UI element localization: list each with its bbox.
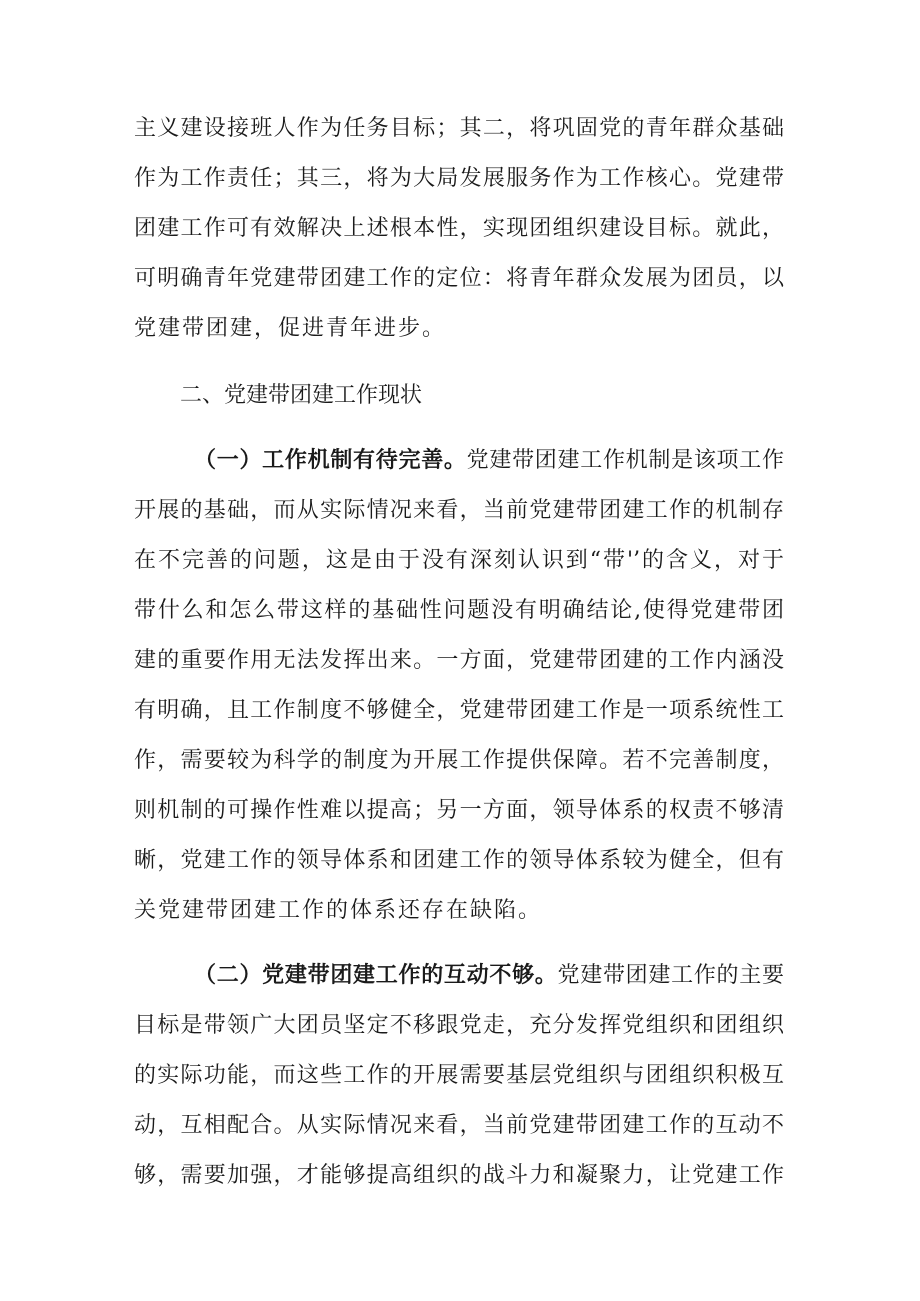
paragraph-line: 晰，党建工作的领导体系和团建工作的领导体系较为健全，但有 xyxy=(134,848,784,873)
paragraph-line: 作，需要较为科学的制度为开展工作提供保障。若不完善制度， xyxy=(134,748,784,773)
paragraph-line: 主义建设接班人作为任务目标；其二，将巩固党的青年群众基础 xyxy=(134,116,784,141)
paragraph-line: 可明确青年党建带团建工作的定位：将青年群众发展为团员，以 xyxy=(134,266,784,291)
paragraph-line: 有明确，且工作制度不够健全，党建带团建工作是一项系统性工 xyxy=(134,698,784,723)
subsection-title: （一）工作机制有待完善。 xyxy=(194,448,467,473)
paragraph-line: 的实际功能，而这些工作的开展需要基层党组织与团组织积极互 xyxy=(134,1063,784,1088)
subsection-first-line xyxy=(0,956,920,996)
section-heading: 二、党建带团建工作现状 xyxy=(180,383,423,408)
paragraph-line: 够，需要加强，才能够提高组织的战斗力和凝聚力，让党建工作 xyxy=(134,1163,784,1188)
subsection-first-line xyxy=(0,441,920,481)
paragraph-line: 带什么和怎么带这样的基础性问题没有明确结论,使得党建带团 xyxy=(134,598,784,623)
subsection-first-line-text: 党建带团建工作机制是该项工作 xyxy=(466,448,784,473)
subsection-title: （二）党建带团建工作的互动不够。 xyxy=(194,963,558,988)
paragraph-line: 在不完善的问题，这是由于没有深刻认识到“带'’的含义，对于 xyxy=(134,548,784,573)
paragraph-line: 作为工作责任；其三，将为大局发展服务作为工作核心。党建带 xyxy=(134,166,784,191)
paragraph-line: 关党建带团建工作的体系还存在缺陷。 xyxy=(134,898,543,923)
subsection-first-line-text: 党建带团建工作的主要 xyxy=(557,963,784,988)
paragraph-line: 动，互相配合。从实际情况来看，当前党建带团建工作的互动不 xyxy=(134,1113,784,1138)
paragraph-line: 则机制的可操作性难以提高；另一方面，领导体系的权责不够清 xyxy=(134,798,784,823)
paragraph-line: 建的重要作用无法发挥出来。一方面，党建带团建的工作内涵没 xyxy=(134,648,784,673)
paragraph-line: 开展的基础，而从实际情况来看，当前党建带团建工作的机制存 xyxy=(134,498,784,523)
paragraph-line: 目标是带领广大团员坚定不移跟党走，充分发挥党组织和团组织 xyxy=(134,1013,784,1038)
paragraph-line: 团建工作可有效解决上述根本性，实现团组织建设目标。就此， xyxy=(134,216,784,241)
paragraph-line: 党建带团建，促进青年进步。 xyxy=(134,316,447,341)
